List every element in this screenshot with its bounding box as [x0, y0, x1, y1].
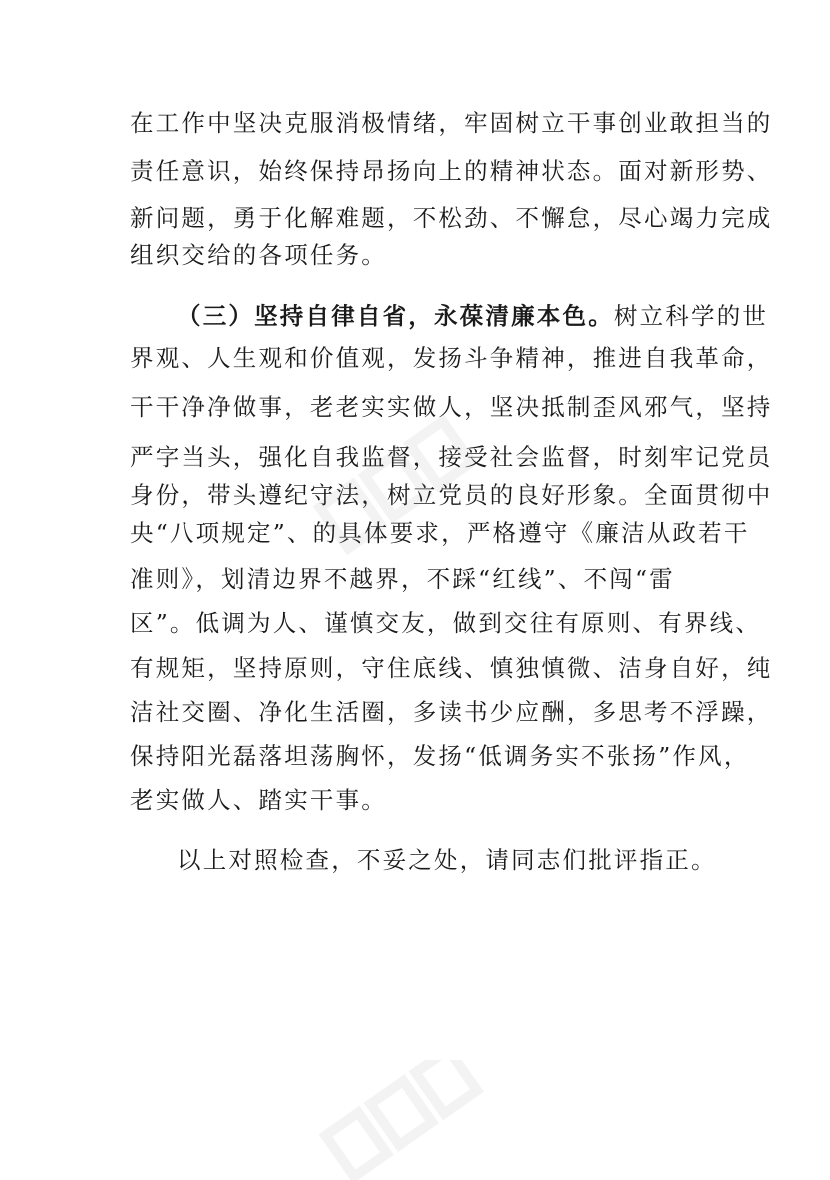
paragraph-2-line-10: 洁社交圈、净化生活圈，多读书少应酬，多思考不浮躁，	[130, 698, 773, 726]
paragraph-2-line-3: 干干净净做事，老老实实做人，坚决抵制歪风邪气，坚持	[130, 393, 773, 421]
paragraph-2-line-2: 界观、人生观和价值观，发扬斗争精神，推进自我革命，	[130, 344, 773, 372]
paragraph-2-line-8: 区”。低调为人、谨慎交友，做到交往有原则、有界线、	[130, 609, 762, 637]
paragraph-1-line-2: 责任意识，始终保持昂扬向上的精神状态。面对新形势、	[130, 157, 773, 185]
paragraph-2-line-1-rest: 树立科学的世	[613, 302, 769, 330]
paragraph-1-line-4: 组织交给的各项任务。	[130, 241, 387, 269]
paragraph-3-line-1: 以上对照检查，不妥之处，请同志们批评指正。	[177, 846, 717, 874]
paragraph-2-line-11: 保持阳光磊落坦荡胸怀，发扬“低调务实不张扬”作风，	[130, 742, 750, 770]
paragraph-2-line-1	[177, 301, 769, 331]
paragraph-2-line-5: 身份，带头遵纪守法，树立党员的良好形象。全面贯彻中	[130, 481, 773, 509]
paragraph-2-line-9: 有规矩，坚持原则，守住底线、慎独慎微、洁身自好，纯	[130, 654, 773, 682]
watermark-icon	[300, 1060, 500, 1180]
section-heading: （三）坚持自律自省，永葆清廉本色。	[177, 302, 614, 330]
paragraph-1-line-3: 新问题，勇于化解难题，不松劲、不懈怠，尽心竭力完成	[130, 204, 773, 232]
paragraph-2-line-6: 央“八项规定”、的具体要求，严格遵守《廉洁从政若干	[130, 519, 750, 547]
paragraph-1-line-1: 在工作中坚决克服消极情绪，牢固树立干事创业敢担当的	[130, 109, 773, 137]
paragraph-2-line-7: 准则》，划清边界不越界，不踩“红线”、不闯“雷	[130, 565, 675, 593]
paragraph-2-line-4: 严字当头，强化自我监督，接受社会监督，时刻牢记党员	[130, 443, 773, 471]
paragraph-2-line-12: 老实做人、踏实干事。	[130, 786, 387, 814]
